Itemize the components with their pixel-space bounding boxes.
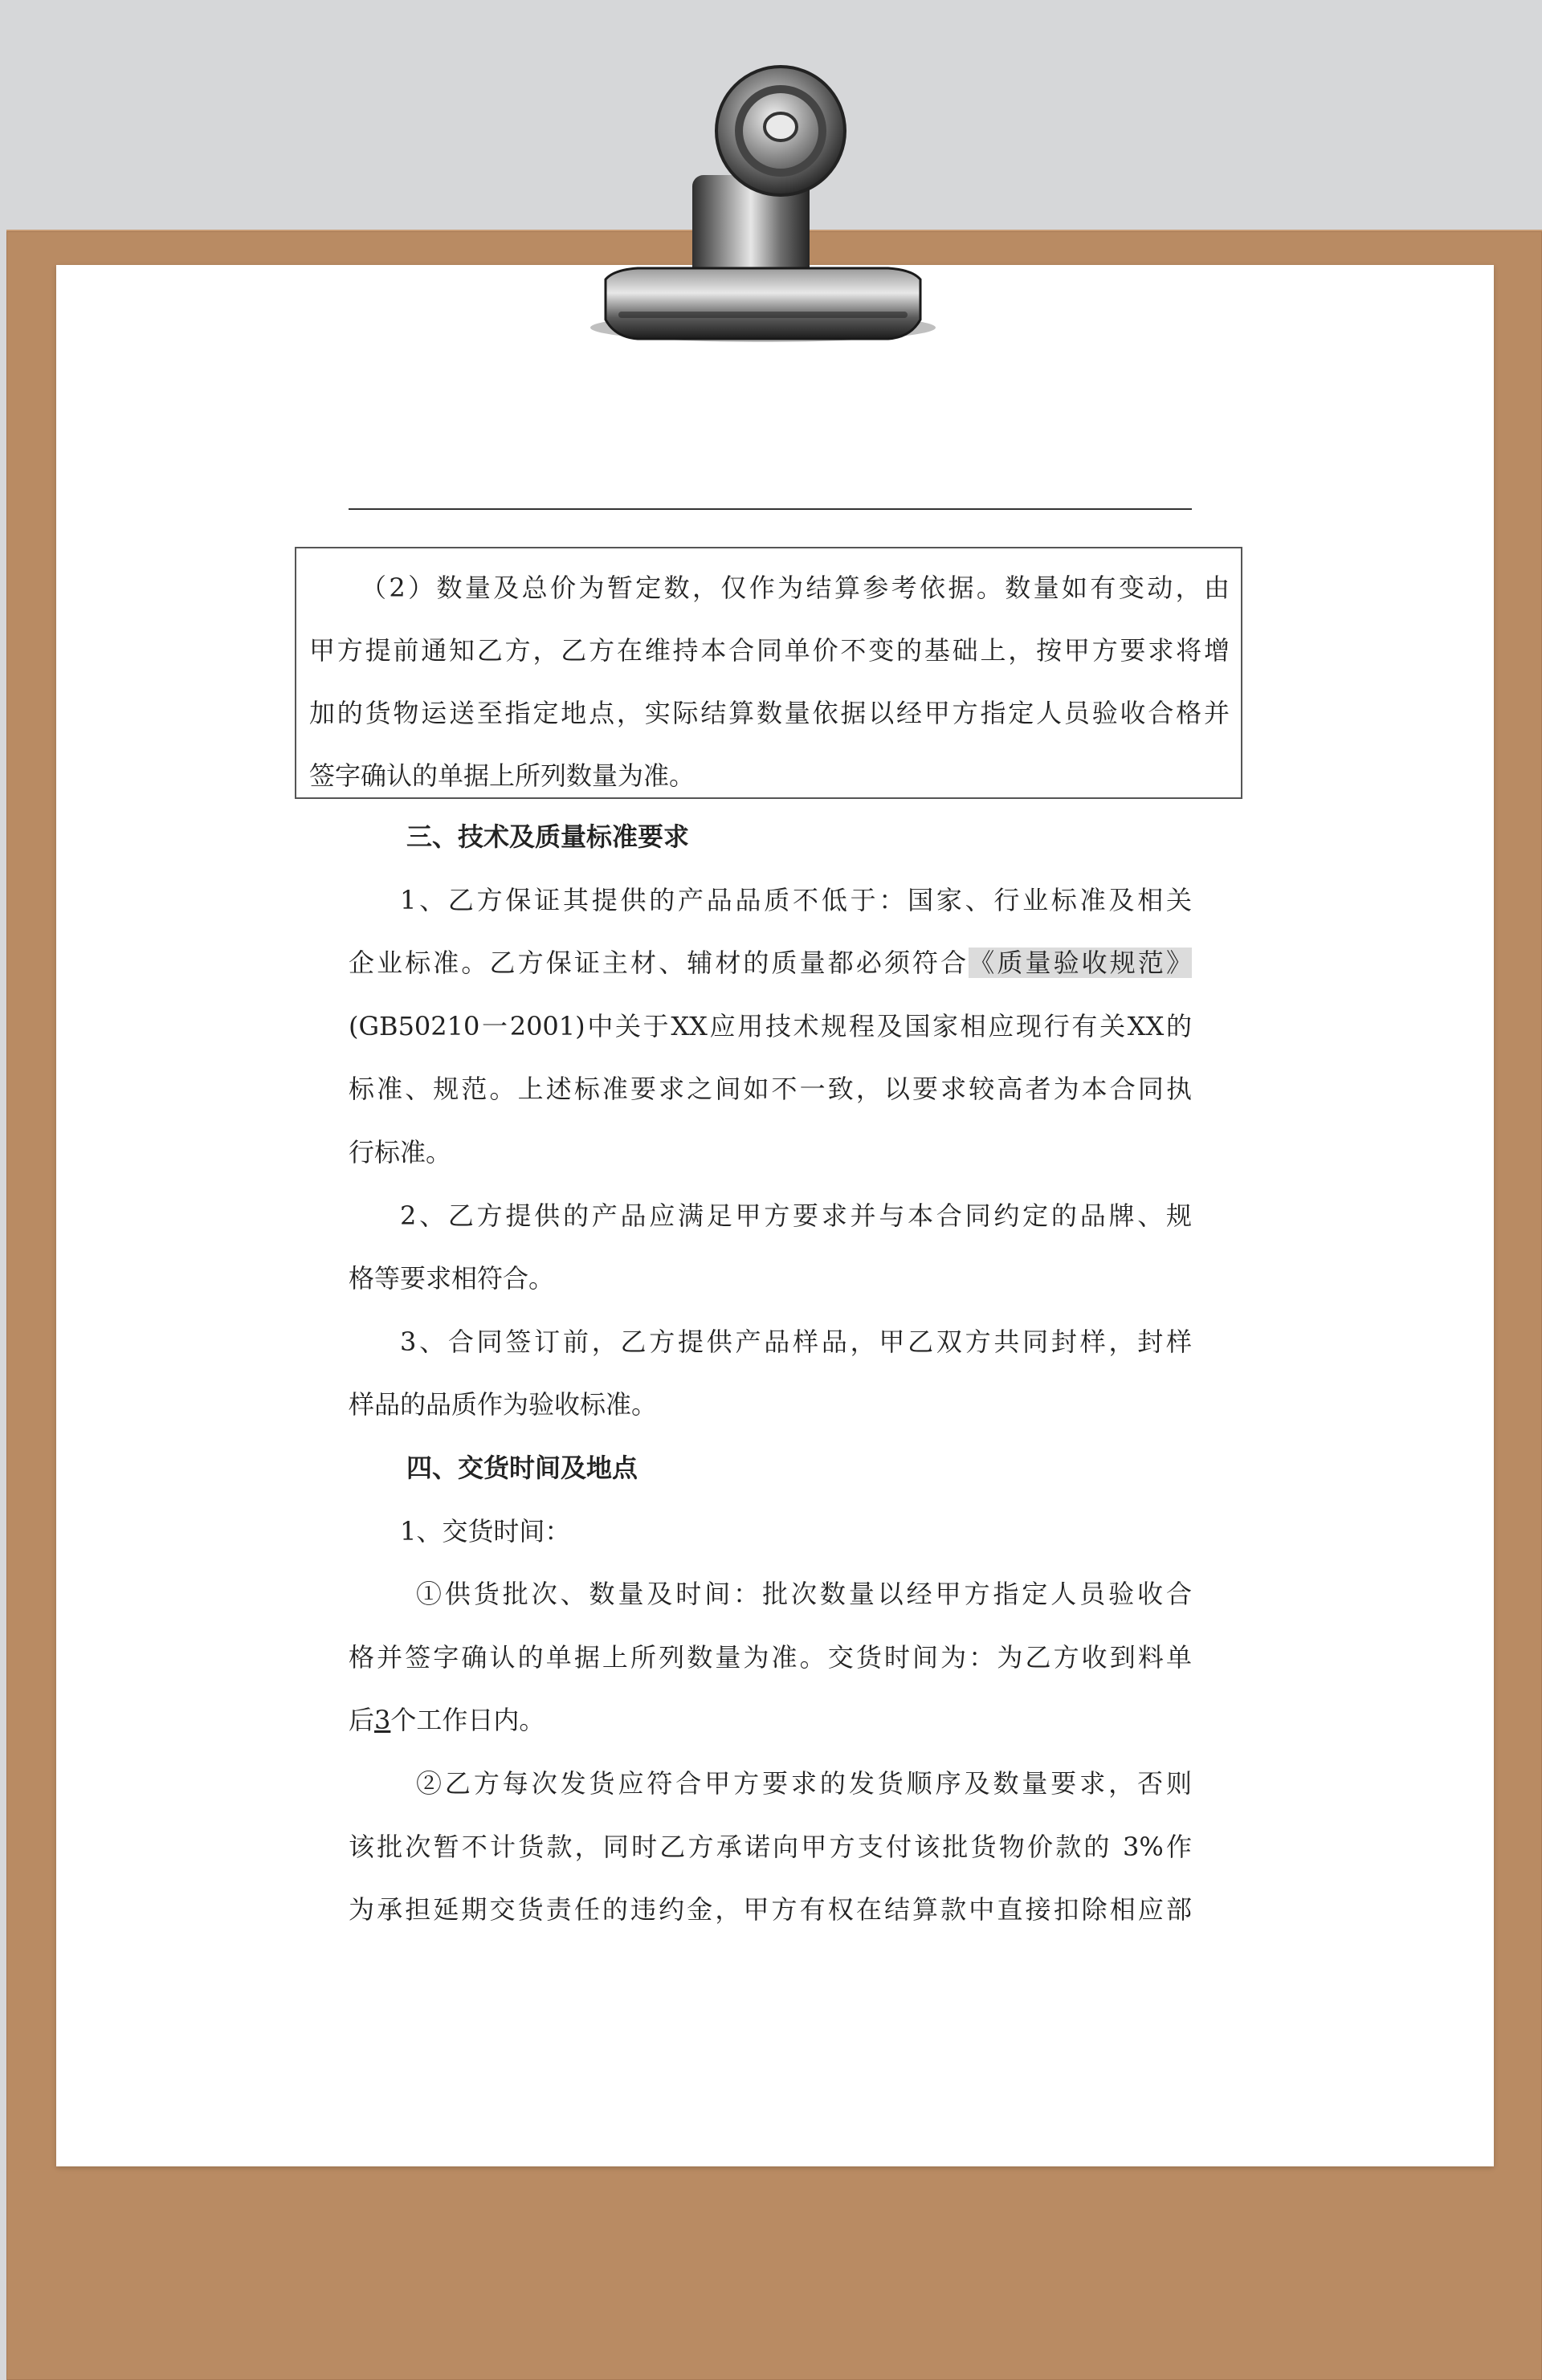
header-rule bbox=[349, 508, 1192, 510]
paragraph-line: 2、乙方提供的产品应满足甲方要求并与本合同约定的品牌、规 bbox=[400, 1200, 1192, 1231]
paragraph-line: 1、交货时间： bbox=[400, 1515, 571, 1547]
paragraph-line: 格等要求相符合。 bbox=[349, 1263, 555, 1294]
boxed-line: （2）数量及总价为暂定数，仅作为结算参考依据。数量如有变动，由 bbox=[361, 573, 1230, 603]
boxed-line: 甲方提前通知乙方，乙方在维持本合同单价不变的基础上，按甲方要求将增 bbox=[309, 635, 1230, 666]
paragraph-text: 后 bbox=[349, 1705, 375, 1736]
document-body bbox=[349, 805, 1192, 1942]
paragraph-line: 样品的品质作为验收标准。 bbox=[349, 1389, 658, 1420]
paragraph-line bbox=[349, 931, 1192, 995]
boxed-line: 签字确认的单据上所列数量为准。 bbox=[309, 760, 696, 791]
paragraph-line: 3、合同签订前，乙方提供产品样品，甲乙双方共同封样，封样 bbox=[400, 1326, 1192, 1357]
section-heading: 三、技术及质量标准要求 bbox=[406, 821, 690, 852]
paragraph-line bbox=[349, 1689, 1192, 1752]
paragraph-line: 标准、规范。上述标准要求之间如不一致，以要求较高者为本合同执 bbox=[349, 1074, 1192, 1105]
paragraph-line: 格并签字确认的单据上所列数量为准。交货时间为：为乙方收到料单 bbox=[349, 1641, 1192, 1673]
binder-clip-icon bbox=[573, 47, 953, 352]
paragraph-line: ①供货批次、数量及时间：批次数量以经甲方指定人员验收合 bbox=[416, 1579, 1192, 1610]
paragraph-line: 为承担延期交货责任的违约金，甲方有权在结算款中直接扣除相应部 bbox=[349, 1894, 1192, 1926]
paragraph-line: ②乙方每次发货应符合甲方要求的发货顺序及数量要求，否则 bbox=[416, 1767, 1192, 1799]
paragraph-line: 1、乙方保证其提供的产品品质不低于：国家、行业标准及相关 bbox=[400, 884, 1192, 915]
section-heading: 四、交货时间及地点 bbox=[406, 1452, 638, 1483]
paragraph-line: (GB50210一2001)中关于XX应用技术规程及国家相应现行有关XX的 bbox=[349, 1010, 1192, 1041]
underlined-number: 3 bbox=[374, 1705, 391, 1736]
paragraph-line: 该批次暂不计货款，同时乙方承诺向甲方支付该批货物价款的 3%作 bbox=[349, 1831, 1192, 1862]
boxed-paragraph bbox=[295, 547, 1242, 799]
highlighted-citation: 《质量验收规范》 bbox=[969, 948, 1192, 979]
paragraph-line: 行标准。 bbox=[349, 1136, 452, 1168]
boxed-line: 加的货物运送至指定地点，实际结算数量依据以经甲方指定人员验收合格并 bbox=[309, 698, 1230, 728]
paragraph-text: 企业标准。乙方保证主材、辅材的质量都必须符合 bbox=[349, 948, 969, 979]
paragraph-text: 个工作日内。 bbox=[390, 1705, 545, 1736]
